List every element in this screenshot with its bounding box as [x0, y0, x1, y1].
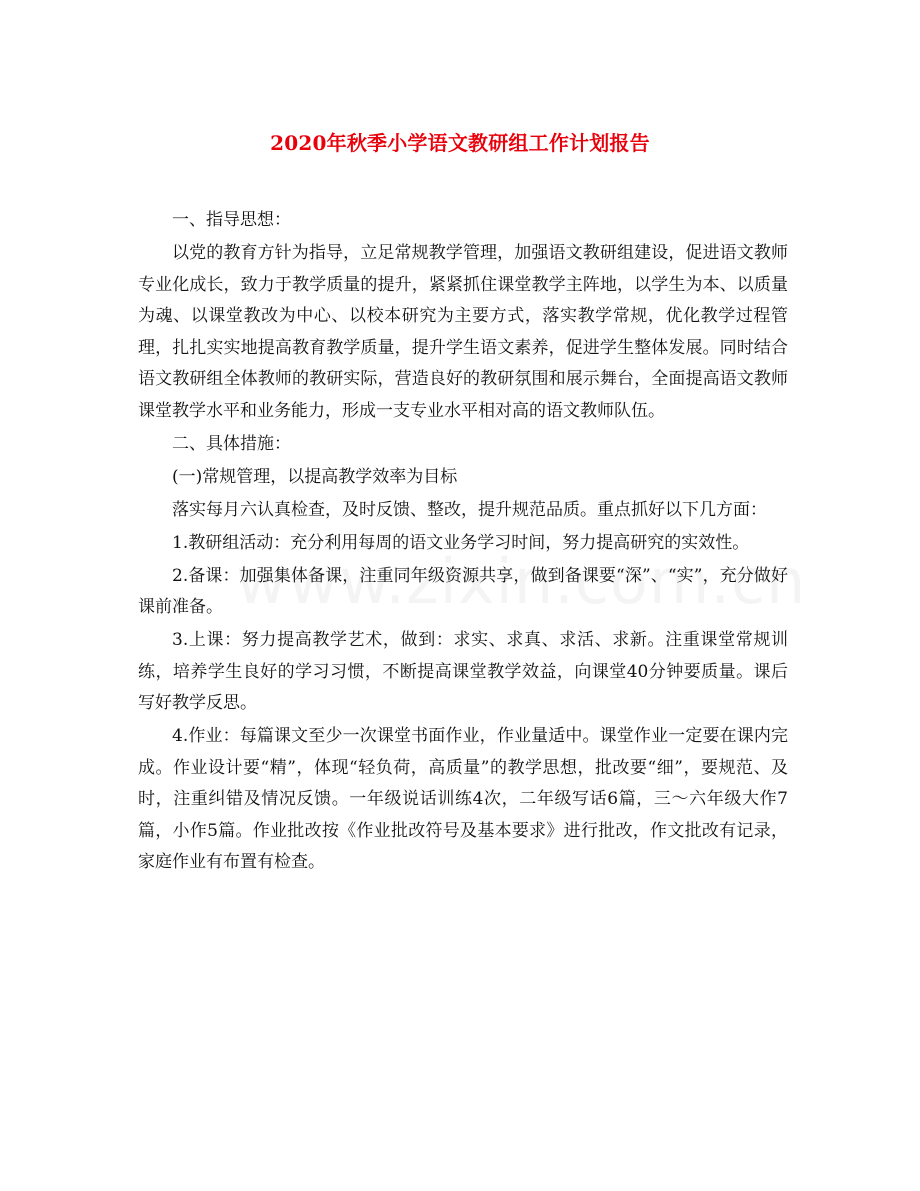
list-item-lesson-preparation: 2.备课：加强集体备课，注重同年级资源共享，做到备课要“深”、“实”，充分做好课前准备。: [138, 565, 788, 617]
subsection-heading-routine-management: (一)常规管理，以提高教学效率为目标: [172, 466, 458, 487]
list-item-teaching: 3.上课：努力提高教学艺术，做到：求实、求真、求活、求新。注重课堂常规训练，培养学生良好的学习习惯，不断提高课堂教学效益，向课堂40分钟要质量。课后写好教学反思。: [138, 630, 788, 713]
paragraph-guiding-ideology: 以党的教育方针为指导，立足常规教学管理，加强语文教研组建设，促进语文教师专业化成长，致力于教学质量的提升，紧紧抓住课堂教学主阵地，以学生为本、以质量为魂、以课堂教改为中心、以校本研究为主要方式，落实教学常规，优化教学过程管理，扎扎实实地提高教育教学质量，提升学生语文素养，促进学生整体发展。同时结合语文教研组全体教师的教研实际，营造良好的教研氛围和展示舞台，全面提高语文教师课堂教学水平和业务能力，形成一支专业水平相对高的语文教师队伍。: [138, 243, 788, 421]
list-item-homework: 4.作业：每篇课文至少一次课堂书面作业，作业量适中。课堂作业一定要在课内完成。作业设计要“精”，体现“轻负荷，高质量”的教学思想，批改要“细”，要规范、及时，注重纠错及情况反馈。一年级说话训练4次，二年级写话6篇，三～六年级大作7篇，小作5篇。作业批改按《作业批改符号及基本要求》进行批改，作文批改有记录，家庭作业有布置有检查。: [138, 726, 788, 872]
section-heading-guiding-ideology: 一、指导思想：: [172, 210, 291, 230]
section-heading-specific-measures: 二、具体措施：: [172, 433, 291, 454]
list-item-research-activity: 1.教研组活动：充分利用每周的语文业务学习时间，努力提高研究的实效性。: [172, 532, 750, 553]
paragraph-monthly-inspection: 落实每月六认真检查，及时反馈、整改，提升规范品质。重点抓好以下几方面：: [172, 499, 767, 520]
document-title: 2020年秋季小学语文教研组工作计划报告: [270, 131, 650, 155]
document-body: [138, 205, 788, 880]
